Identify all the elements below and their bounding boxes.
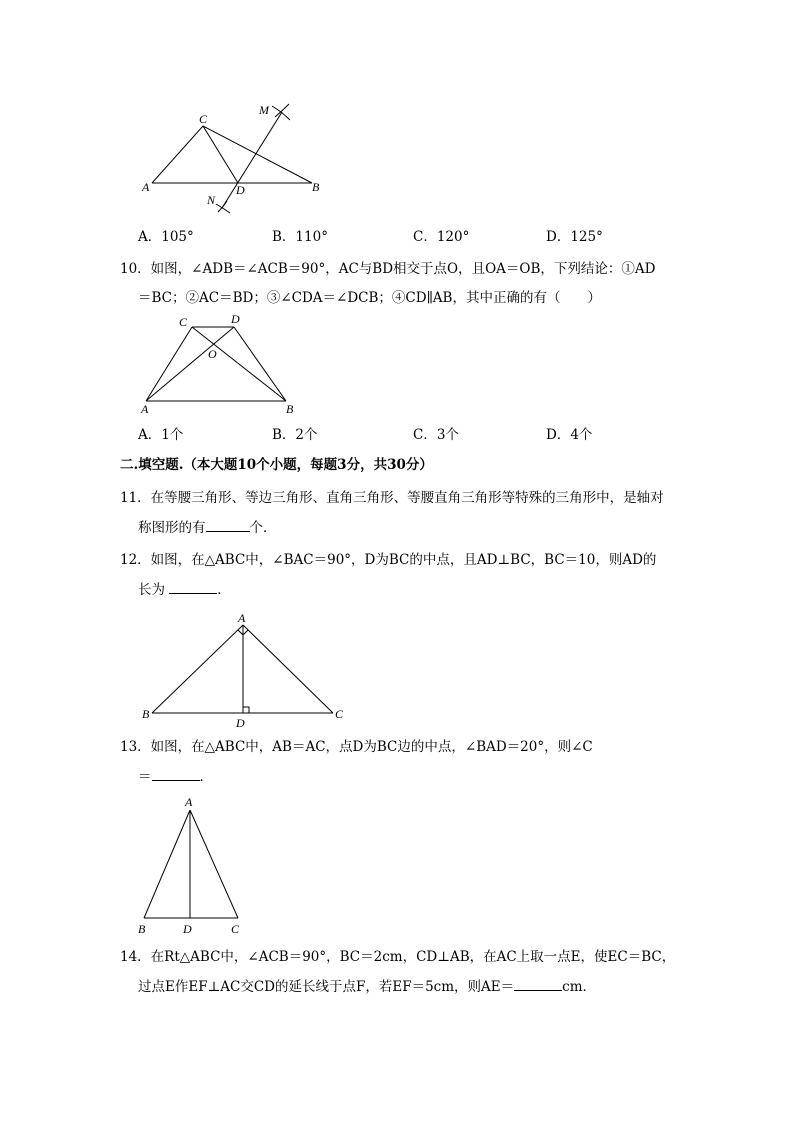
- q9-option-d[interactable]: D．125°: [546, 229, 603, 245]
- q9-label-n: N: [207, 193, 216, 207]
- q13-answer-blank[interactable]: [152, 766, 200, 781]
- q12-text-after: ．: [217, 582, 231, 598]
- q11-text-line1: 11．在等腰三角形、等边三角形、直角三角形、等腰直角三角形等特殊的三角形中，是轴对: [120, 490, 664, 506]
- q12-figure: [135, 607, 355, 732]
- q9-segment-cb: [203, 126, 312, 183]
- q13-text-before: ＝: [138, 769, 152, 785]
- q12-label-d: D: [236, 716, 245, 730]
- q12-segment-ac: [243, 625, 333, 713]
- q12-right-angle-d: [243, 707, 249, 713]
- q13-segment-ac: [190, 810, 238, 918]
- q10-figure: [135, 312, 305, 417]
- q13-figure: [135, 792, 255, 937]
- q10-label-o: O: [208, 347, 217, 361]
- q9-options: [138, 227, 658, 247]
- q10-option-a[interactable]: A．1个: [138, 427, 184, 443]
- q9-option-b[interactable]: B．110°: [272, 229, 328, 245]
- q13-text-after: ．: [199, 769, 213, 785]
- q9-label-d: D: [236, 183, 245, 197]
- q10-label-a: A: [141, 402, 149, 416]
- q9-label-m: M: [259, 103, 269, 117]
- q9-option-c[interactable]: C．120°: [413, 229, 470, 245]
- q10-option-d[interactable]: D．4个: [546, 427, 593, 443]
- q10-segment-bd-side: [234, 327, 286, 401]
- section2-title: 二.填空题.（本大题10个小题，每题3分，共30分）: [120, 457, 433, 473]
- q10-segment-ac-side: [146, 327, 192, 401]
- q10-label-c: C: [179, 315, 188, 329]
- q9-arc-m2: [275, 104, 289, 117]
- q11-text-before: 称图形的有: [138, 520, 206, 536]
- q11-question: [120, 486, 680, 536]
- q14-text-before: 过点E作EF⊥AC交CD的延长线于点F，若EF＝5cm，则AE＝: [138, 979, 515, 995]
- q12-label-a: A: [238, 611, 246, 625]
- q10-question: [120, 257, 680, 307]
- q9-option-a[interactable]: A．105°: [138, 229, 194, 245]
- q12-label-b: B: [142, 707, 150, 721]
- q9-segment-cd: [203, 126, 238, 183]
- q9-segment-ac: [152, 126, 203, 183]
- q13-label-b: B: [138, 922, 146, 936]
- q11-text-line2: [138, 517, 277, 538]
- q14-answer-blank[interactable]: [514, 976, 562, 991]
- q10-label-b: B: [286, 402, 294, 416]
- q10-options: [138, 425, 658, 445]
- q12-segment-ab: [152, 625, 243, 713]
- q10-text-line1: 10．如图，∠ADB＝∠ACB＝90°，AC与BD相交于点O，且OA＝OB，下列结论：①AD: [120, 261, 656, 277]
- q9-line-mn: [222, 112, 282, 208]
- q14-text-after: cm．: [562, 979, 597, 995]
- q13-question: [120, 735, 680, 785]
- q10-diagonal-bc: [192, 327, 286, 401]
- q10-option-c[interactable]: C．3个: [413, 427, 459, 443]
- q9-label-c: C: [199, 112, 208, 126]
- q13-label-c: C: [231, 922, 240, 936]
- q14-text-line2: [138, 976, 596, 997]
- q9-label-b: B: [312, 180, 320, 194]
- q14-question: [120, 945, 680, 995]
- q11-answer-blank[interactable]: [206, 517, 250, 532]
- q10-option-b[interactable]: B．2个: [272, 427, 318, 443]
- q12-question: [120, 548, 680, 598]
- q11-text-after: 个．: [249, 520, 277, 536]
- q12-text-line1: 12．如图，在△ABC中，∠BAC＝90°，D为BC的中点，且AD⊥BC，BC＝10，则AD的: [120, 552, 657, 568]
- q9-label-a: A: [142, 180, 150, 194]
- q10-label-d: D: [231, 312, 240, 326]
- q13-text-line1: 13．如图，在△ABC中，AB＝AC，点D为BC边的中点，∠BAD＝20°，则∠C: [120, 739, 593, 755]
- q12-label-c: C: [335, 707, 344, 721]
- q13-label-a: A: [185, 795, 193, 809]
- q13-text-line2: [138, 766, 213, 787]
- q12-answer-blank[interactable]: [169, 579, 217, 594]
- q14-text-line1: 14．在Rt△ABC中，∠ACB＝90°，BC＝2cm，CD⊥AB，在AC上取一点E，使EC＝BC，: [120, 949, 676, 965]
- q13-segment-ab: [144, 810, 190, 918]
- q10-diagonal-ad: [146, 327, 234, 401]
- q10-text-line2: ＝BC；②AC＝BD；③∠CDA＝∠DCB；④CD∥AB，其中正确的有（ ）: [138, 290, 601, 306]
- q9-figure: [140, 100, 340, 215]
- q13-label-d: D: [183, 922, 192, 936]
- q12-text-before: 长为: [138, 582, 170, 598]
- q12-text-line2: [138, 579, 231, 600]
